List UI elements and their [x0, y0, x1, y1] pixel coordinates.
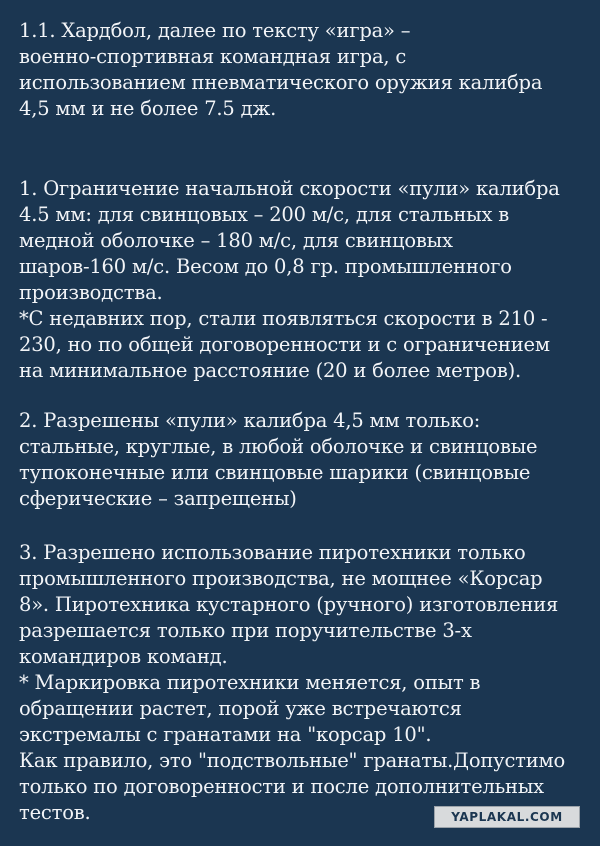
paragraph-rule-2: 2. Разрешены «пули» калибра 4,5 мм только: стальные, круглые, в любой оболочке и свинцовые тупоконечные или свинцовые шарики (свинцовые сферические – запрещены): [19, 409, 538, 510]
paragraph-rule-3: 3. Разрешено использование пиротехники только промышленного производства, не мощнее «Корсар 8». Пиротехника кустарного (ручного) изготовления разрешается только при поручительстве 3-х командиров команд. * Маркировка пиротехники меняется, опыт в обращении растет, порой уже встречаются экстремалы с гранатами на "корсар 10". Как правило, это "подствольные" гранаты.Допустимо только по договоренности и после дополнительных тестов.: [19, 541, 566, 824]
paragraph-rule-1: 1. Ограничение начальной скорости «пули» калибра 4.5 мм: для свинцовых – 200 м/с, для стальных в медной оболочке – 180 м/с, для свинцовых шаров-160 м/с. Весом до 0,8 гр. промышленного производства. *С недавних пор, стали появляться скорости в 210 - 230, но по общей договоренности и с ограничением на минимальное расстояние (20 и более метров).: [19, 177, 560, 382]
paragraph-definition: 1.1. Хардбол, далее по тексту «игра» – военно-спортивная командная игра, с использованием пневматического оружия калибра 4,5 мм и не более 7.5 дж.: [19, 19, 543, 120]
watermark-badge: YAPLAKAL.COM: [434, 806, 580, 828]
